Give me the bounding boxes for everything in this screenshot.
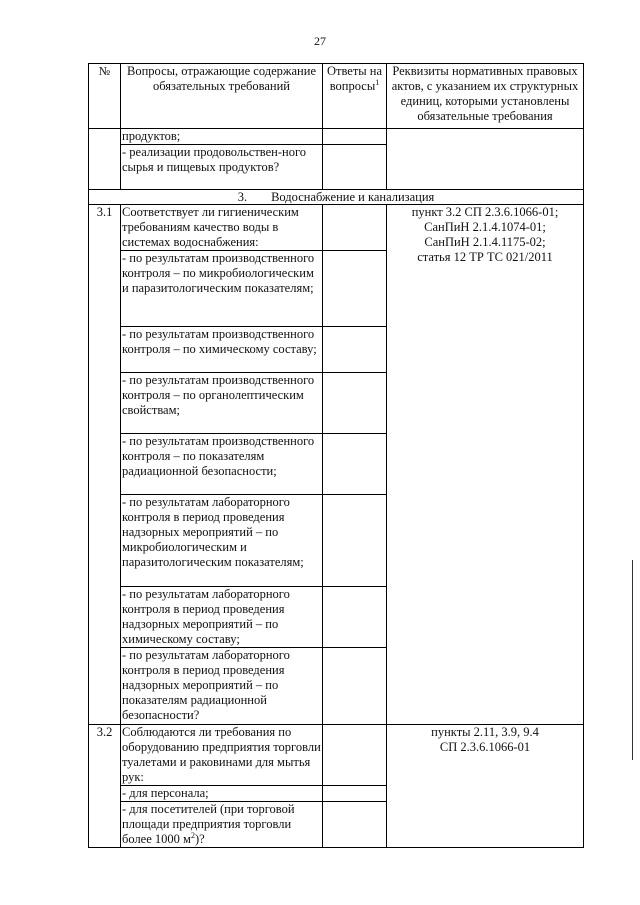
answer-cell xyxy=(323,205,387,251)
section-title: Водоснабжение и канализация xyxy=(271,190,435,204)
subitem-text: - по результатам лабораторного контроля в период проведения надзорных мероприятий – по показателям радиационной безопасности? xyxy=(121,648,323,725)
carryover-ref-cell xyxy=(387,129,584,190)
subitem-visitors xyxy=(121,802,323,848)
subitem-text: - для персонала; xyxy=(121,786,323,802)
item-question: Соблюдаются ли требования по оборудованию предприятия торговли туалетами и раковинами для мытья рук: xyxy=(122,725,321,784)
subitem-text: - по результатам производственного контроля – по органолептическим свойствам; xyxy=(121,373,323,434)
item-refs xyxy=(387,725,584,848)
answer-cell xyxy=(323,434,387,495)
answer-cell xyxy=(323,373,387,434)
header-questions: Вопросы, отражающие содержание обязательных требований xyxy=(121,64,323,129)
subitem-text: - по результатам лабораторного контроля в период проведения надзорных мероприятий – по химическому составу; xyxy=(121,587,323,648)
page-number: 27 xyxy=(314,34,326,48)
answer-cell xyxy=(323,725,387,786)
header-number: № xyxy=(89,64,121,129)
section-header xyxy=(89,190,584,205)
subitem-text: - для посетителей (при торговой площади предприятия торговли более 1000 м xyxy=(122,802,295,846)
item-refs xyxy=(387,205,584,725)
ref-line: пункт 3.2 СП 2.3.6.1066-01; xyxy=(411,205,559,219)
subitem-text: - по результатам производственного контроля – по химическому составу; xyxy=(121,327,323,373)
header-answers-footnote: 1 xyxy=(375,77,380,87)
table-row xyxy=(89,205,584,251)
answer-cell xyxy=(323,786,387,802)
section-number: 3. xyxy=(237,190,248,204)
ref-line: статья 12 ТР ТС 021/2011 xyxy=(417,250,553,264)
header-answers-label: Ответы на вопросы xyxy=(326,64,383,93)
ref-line: СанПиН 2.1.4.1175-02; xyxy=(424,235,546,249)
answer-cell xyxy=(323,327,387,373)
ref-line: СП 2.3.6.1066-01 xyxy=(439,740,531,754)
answer-cell xyxy=(323,129,387,145)
area-suffix: )? xyxy=(194,832,205,846)
scan-edge-line xyxy=(632,560,633,760)
subitem-text: - по результатам производственного контроля – по микробиологическим и паразитологическим показателям; xyxy=(121,251,323,327)
header-answers xyxy=(323,64,387,129)
answer-cell xyxy=(323,495,387,587)
answer-cell xyxy=(323,251,387,327)
section-header-row xyxy=(89,190,584,205)
carryover-text-1: продуктов; xyxy=(121,129,323,145)
item-question: Соответствует ли гигиеническим требованиям качество воды в системах водоснабжения: xyxy=(121,205,323,251)
answer-cell xyxy=(323,648,387,725)
item-number: 3.2 xyxy=(89,725,121,848)
header-requisites: Реквизиты нормативных правовых актов, с указанием их структурных единиц, которыми установлены обязательные требования xyxy=(387,64,584,129)
table-header-row xyxy=(89,64,584,129)
carryover-text-2: - реализации продовольствен-ного сырья и пищевых продуктов? xyxy=(121,145,323,190)
carryover-number-cell xyxy=(89,129,121,190)
subitem-text: - по результатам лабораторного контроля в период проведения надзорных мероприятий – по микробиологическим и паразитологическим показателям; xyxy=(121,495,323,587)
answer-cell xyxy=(323,802,387,848)
ref-line: пункты 2.11, 3.9, 9.4 xyxy=(431,725,539,739)
area-superscript: 2 xyxy=(190,830,195,840)
item-number: 3.1 xyxy=(89,205,121,725)
answer-cell xyxy=(323,587,387,648)
answer-cell xyxy=(323,145,387,190)
ref-line: СанПиН 2.1.4.1074-01; xyxy=(424,220,546,234)
table-row xyxy=(89,129,584,145)
requirements-table xyxy=(88,63,584,848)
table-row xyxy=(89,725,584,786)
subitem-text: - по результатам производственного контроля – по показателям радиационной безопасности; xyxy=(121,434,323,495)
